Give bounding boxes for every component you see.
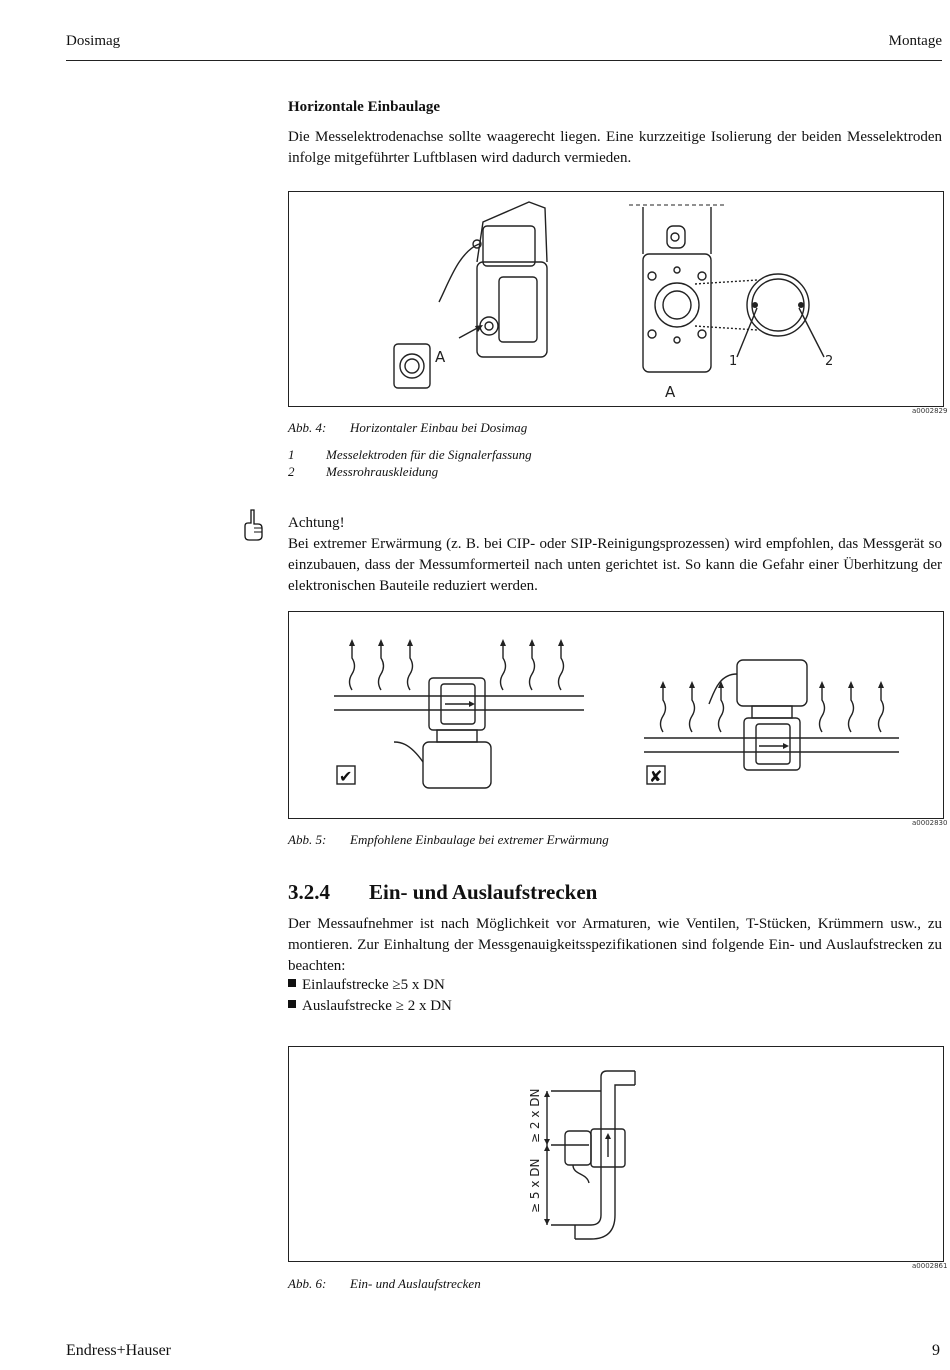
bullet-item <box>288 996 452 1017</box>
figure-5-caption <box>288 832 609 848</box>
figure-4-legend-item <box>288 463 438 480</box>
figure-6-caption <box>288 1276 481 1292</box>
figure-6-caption-text: Ein- und Auslaufstrecken <box>350 1276 481 1291</box>
fig4-label-1: 1 <box>729 354 738 369</box>
bullet-text: Auslaufstrecke ≥ 2 x DN <box>302 998 452 1014</box>
figure-6-caption-number: Abb. 6: <box>288 1276 327 1291</box>
section-number: 3.2.4 <box>288 880 330 904</box>
fig4-label-2: 2 <box>825 354 834 369</box>
fig6-label-outlet: ≥ 2 x DN <box>528 1088 542 1143</box>
figure-4-legend-item <box>288 446 532 463</box>
figure-4 <box>288 191 944 407</box>
figure-4-caption <box>288 420 527 436</box>
page-number: 9 <box>932 1342 940 1359</box>
section-2-paragraph: Der Messaufnehmer ist nach Möglichkeit vor Armaturen, wie Ventilen, T-Stücken, Krümmern usw., zu montieren. Zur Einhaltung der Messgenauigkeitsspezifikationen sind folgende Ein- und Auslaufstrecken zu beachten: <box>288 916 942 974</box>
figure-5-caption-text: Empfohlene Einbaulage bei extremer Erwärmung <box>350 832 609 847</box>
fig6-label-inlet: ≥ 5 x DN <box>528 1158 542 1213</box>
fig4-label-a2: A <box>665 383 676 401</box>
legend-text: Messelektroden für die Signalerfassung <box>326 447 532 462</box>
legend-number: 1 <box>288 447 295 462</box>
fig4-label-a1: A <box>435 348 446 366</box>
figure-4-id: a0002829 <box>912 407 948 415</box>
header-right: Montage <box>888 33 942 49</box>
bullet-square-icon <box>288 1000 296 1008</box>
figure-5-id: a0002830 <box>912 819 948 827</box>
footer-left: Endress+Hauser <box>66 1342 171 1359</box>
figure-4-caption-text: Horizontaler Einbau bei Dosimag <box>350 420 528 435</box>
legend-text: Messrohrauskleidung <box>326 464 439 479</box>
figure-4-drawing <box>289 192 943 406</box>
bullet-text: Einlaufstrecke ≥5 x DN <box>302 977 445 993</box>
figure-4-caption-number: Abb. 4: <box>288 420 327 435</box>
header-rule <box>66 60 942 61</box>
figure-6-drawing <box>289 1047 943 1261</box>
ok-check-mark: ✔ <box>339 767 353 786</box>
figure-6 <box>288 1046 944 1262</box>
note-text: Bei extremer Erwärmung (z. B. bei CIP- oder SIP-Reinigungsprozessen) wird empfohlen, das Messgerät so einzubauen, dass der Messumformerteil nach unten gerichtet ist. So kann die Gefahr einer Überhitzung der elektronischen Bauteile reduziert werden. <box>288 536 942 594</box>
section-title: Horizontale Einbaulage <box>288 99 441 115</box>
bullet-square-icon <box>288 979 296 987</box>
pointing-hand-icon <box>242 508 264 546</box>
section-heading-title: Ein- und Auslaufstrecken <box>369 880 598 904</box>
header-left: Dosimag <box>66 33 121 49</box>
figure-6-id: a0002861 <box>912 1262 948 1270</box>
note-title: Achtung! <box>288 515 345 531</box>
wrong-cross-mark: ✘ <box>649 767 663 786</box>
legend-number: 2 <box>288 464 295 479</box>
figure-5-drawing <box>289 612 943 818</box>
figure-5 <box>288 611 944 819</box>
bullet-item <box>288 975 445 996</box>
section-paragraph: Die Messelektrodenachse sollte waagerecht liegen. Eine kurzzeitige Isolierung der beiden Messelektroden infolge mitgeführter Luftblasen wird dadurch vermieden. <box>288 129 942 166</box>
figure-5-caption-number: Abb. 5: <box>288 832 327 847</box>
section-heading <box>288 880 597 905</box>
